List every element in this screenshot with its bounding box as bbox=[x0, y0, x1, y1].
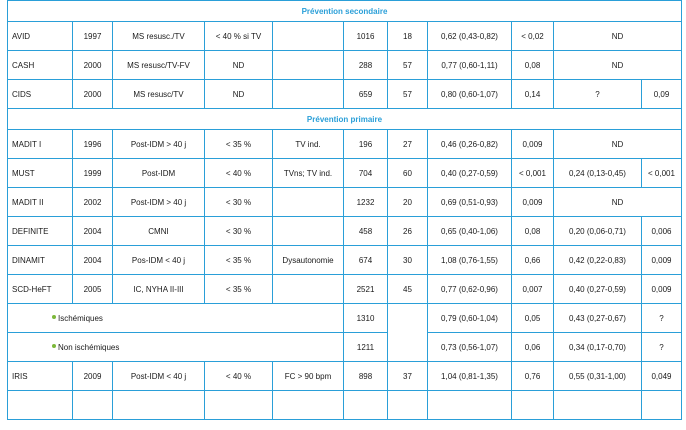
trial-population: MS resusc/TV-FV bbox=[113, 51, 205, 80]
trial-fevg: < 35 % bbox=[205, 275, 273, 304]
trial-n: 674 bbox=[344, 246, 388, 275]
trial-p-total: 0,66 bbox=[512, 246, 554, 275]
trial-p-arrhythmic: < 0,001 bbox=[642, 159, 682, 188]
trial-population: Post-IDM > 40 j bbox=[113, 130, 205, 159]
trial-followup: 37 bbox=[388, 362, 428, 391]
table-row bbox=[8, 130, 682, 159]
table-row-partial bbox=[8, 391, 682, 420]
trial-year: 1996 bbox=[73, 130, 113, 159]
trial-hr-arrhythmic: ? bbox=[554, 80, 642, 109]
trial-followup: 27 bbox=[388, 130, 428, 159]
trial-n: 704 bbox=[344, 159, 388, 188]
table-row bbox=[8, 217, 682, 246]
trial-year: 2004 bbox=[73, 217, 113, 246]
trial-hr-total: 0,65 (0,40-1,06) bbox=[428, 217, 512, 246]
trial-fevg: ND bbox=[205, 51, 273, 80]
trial-p-total: 0,007 bbox=[512, 275, 554, 304]
trial-hr-arrhythmic: 0,20 (0,06-0,71) bbox=[554, 217, 642, 246]
trial-criteria bbox=[273, 80, 344, 109]
trial-n: 898 bbox=[344, 362, 388, 391]
trial-p-arrhythmic: 0,009 bbox=[642, 275, 682, 304]
trial-hr-arrhythmic: ND bbox=[554, 188, 682, 217]
trial-name: IRIS bbox=[8, 362, 73, 391]
bullet-icon bbox=[52, 344, 56, 348]
trial-fevg: ND bbox=[205, 80, 273, 109]
trial-followup: 30 bbox=[388, 246, 428, 275]
trial-year: 2005 bbox=[73, 275, 113, 304]
trial-hr-arrhythmic: 0,34 (0,17-0,70) bbox=[554, 333, 642, 362]
trial-p-total: 0,009 bbox=[512, 130, 554, 159]
trial-name: MADIT II bbox=[8, 188, 73, 217]
trial-n: 288 bbox=[344, 51, 388, 80]
table-row bbox=[8, 188, 682, 217]
trial-hr-total: 0,69 (0,51-0,93) bbox=[428, 188, 512, 217]
subgroup-label bbox=[8, 304, 344, 333]
trial-n: 1211 bbox=[344, 333, 388, 362]
trial-year: 1997 bbox=[73, 22, 113, 51]
trial-year: 2002 bbox=[73, 188, 113, 217]
trial-year: 2009 bbox=[73, 362, 113, 391]
trial-year: 2004 bbox=[73, 246, 113, 275]
trial-followup: 20 bbox=[388, 188, 428, 217]
section-title-secondary: Prévention secondaire bbox=[8, 1, 682, 22]
trial-p-total: 0,76 bbox=[512, 362, 554, 391]
trial-p-total: 0,06 bbox=[512, 333, 554, 362]
trial-hr-total: 0,77 (0,62-0,96) bbox=[428, 275, 512, 304]
trial-n: 1232 bbox=[344, 188, 388, 217]
trial-followup: 26 bbox=[388, 217, 428, 246]
trial-n: 196 bbox=[344, 130, 388, 159]
trial-fevg: < 30 % bbox=[205, 217, 273, 246]
trial-name: MADIT I bbox=[8, 130, 73, 159]
trial-hr-arrhythmic: 0,43 (0,27-0,67) bbox=[554, 304, 642, 333]
trial-population: IC, NYHA II-III bbox=[113, 275, 205, 304]
section-title-primary: Prévention primaire bbox=[8, 109, 682, 130]
subgroup-label bbox=[8, 333, 344, 362]
table-row bbox=[8, 362, 682, 391]
subgroup-name: Ischémiques bbox=[58, 313, 103, 323]
section-row-secondary bbox=[8, 1, 682, 22]
trial-population: MS resusc./TV bbox=[113, 22, 205, 51]
trial-p-arrhythmic: ? bbox=[642, 304, 682, 333]
trial-population: MS resusc/TV bbox=[113, 80, 205, 109]
trial-p-arrhythmic: 0,006 bbox=[642, 217, 682, 246]
trial-criteria: TVns; TV ind. bbox=[273, 159, 344, 188]
trial-population: Post-IDM bbox=[113, 159, 205, 188]
trial-criteria bbox=[273, 188, 344, 217]
section-row-primary bbox=[8, 109, 682, 130]
trial-fevg: < 30 % bbox=[205, 188, 273, 217]
trial-name: MUST bbox=[8, 159, 73, 188]
table-row bbox=[8, 275, 682, 304]
trial-criteria bbox=[273, 275, 344, 304]
trial-p-total: 0,14 bbox=[512, 80, 554, 109]
trial-criteria: TV ind. bbox=[273, 130, 344, 159]
trial-criteria: FC > 90 bpm bbox=[273, 362, 344, 391]
trial-n: 1016 bbox=[344, 22, 388, 51]
trials-table bbox=[7, 0, 682, 420]
trial-name: AVID bbox=[8, 22, 73, 51]
trial-population: Pos-IDM < 40 j bbox=[113, 246, 205, 275]
table-row bbox=[8, 80, 682, 109]
trial-fevg: < 40 % si TV bbox=[205, 22, 273, 51]
table-row bbox=[8, 22, 682, 51]
bullet-icon bbox=[52, 315, 56, 319]
trial-p-total: < 0,001 bbox=[512, 159, 554, 188]
trial-year: 2000 bbox=[73, 51, 113, 80]
trial-hr-arrhythmic: ND bbox=[554, 22, 682, 51]
trial-p-arrhythmic: 0,049 bbox=[642, 362, 682, 391]
trial-hr-arrhythmic: ND bbox=[554, 51, 682, 80]
trial-p-arrhythmic: 0,09 bbox=[642, 80, 682, 109]
trial-p-total: < 0,02 bbox=[512, 22, 554, 51]
trial-p-arrhythmic: ? bbox=[642, 333, 682, 362]
trial-followup: 45 bbox=[388, 275, 428, 304]
trial-p-total: 0,05 bbox=[512, 304, 554, 333]
table-row bbox=[8, 51, 682, 80]
trial-hr-total: 0,73 (0,56-1,07) bbox=[428, 333, 512, 362]
trial-followup: 60 bbox=[388, 159, 428, 188]
trial-year: 2000 bbox=[73, 80, 113, 109]
trial-fevg: < 40 % bbox=[205, 159, 273, 188]
trial-followup: 18 bbox=[388, 22, 428, 51]
trial-n: 2521 bbox=[344, 275, 388, 304]
trial-fevg: < 35 % bbox=[205, 130, 273, 159]
trial-n: 458 bbox=[344, 217, 388, 246]
trial-p-total: 0,08 bbox=[512, 217, 554, 246]
trial-hr-total: 0,79 (0,60-1,04) bbox=[428, 304, 512, 333]
trial-fevg: < 35 % bbox=[205, 246, 273, 275]
trial-name: DINAMIT bbox=[8, 246, 73, 275]
table-row-subgroup bbox=[8, 304, 682, 333]
trial-year: 1999 bbox=[73, 159, 113, 188]
trial-name: CIDS bbox=[8, 80, 73, 109]
trial-name: CASH bbox=[8, 51, 73, 80]
trial-n: 659 bbox=[344, 80, 388, 109]
trial-hr-total: 0,40 (0,27-0,59) bbox=[428, 159, 512, 188]
trial-followup: 57 bbox=[388, 51, 428, 80]
trial-hr-arrhythmic: 0,24 (0,13-0,45) bbox=[554, 159, 642, 188]
trial-hr-arrhythmic: 0,55 (0,31-1,00) bbox=[554, 362, 642, 391]
trial-hr-total: 1,08 (0,76-1,55) bbox=[428, 246, 512, 275]
table-row-subgroup bbox=[8, 333, 682, 362]
trial-criteria bbox=[273, 22, 344, 51]
trial-hr-total: 0,77 (0,60-1,11) bbox=[428, 51, 512, 80]
trial-population: CMNI bbox=[113, 217, 205, 246]
trial-hr-total: 0,46 (0,26-0,82) bbox=[428, 130, 512, 159]
trial-name: DEFINITE bbox=[8, 217, 73, 246]
trial-hr-total: 0,62 (0,43-0,82) bbox=[428, 22, 512, 51]
trial-criteria bbox=[273, 51, 344, 80]
table-row bbox=[8, 246, 682, 275]
trial-hr-arrhythmic: ND bbox=[554, 130, 682, 159]
trial-followup bbox=[388, 304, 428, 362]
subgroup-name: Non ischémiques bbox=[58, 342, 120, 352]
trial-criteria bbox=[273, 217, 344, 246]
trial-population: Post-IDM > 40 j bbox=[113, 188, 205, 217]
trial-population: Post-IDM < 40 j bbox=[113, 362, 205, 391]
trial-name: SCD-HeFT bbox=[8, 275, 73, 304]
table-row bbox=[8, 159, 682, 188]
trial-hr-total: 0,80 (0,60-1,07) bbox=[428, 80, 512, 109]
trial-hr-arrhythmic: 0,40 (0,27-0,59) bbox=[554, 275, 642, 304]
trial-p-arrhythmic: 0,009 bbox=[642, 246, 682, 275]
trial-p-total: 0,009 bbox=[512, 188, 554, 217]
trial-n: 1310 bbox=[344, 304, 388, 333]
trial-fevg: < 40 % bbox=[205, 362, 273, 391]
trial-followup: 57 bbox=[388, 80, 428, 109]
trial-criteria: Dysautonomie bbox=[273, 246, 344, 275]
trial-hr-arrhythmic: 0,42 (0,22-0,83) bbox=[554, 246, 642, 275]
trial-p-total: 0,08 bbox=[512, 51, 554, 80]
trial-hr-total: 1,04 (0,81-1,35) bbox=[428, 362, 512, 391]
